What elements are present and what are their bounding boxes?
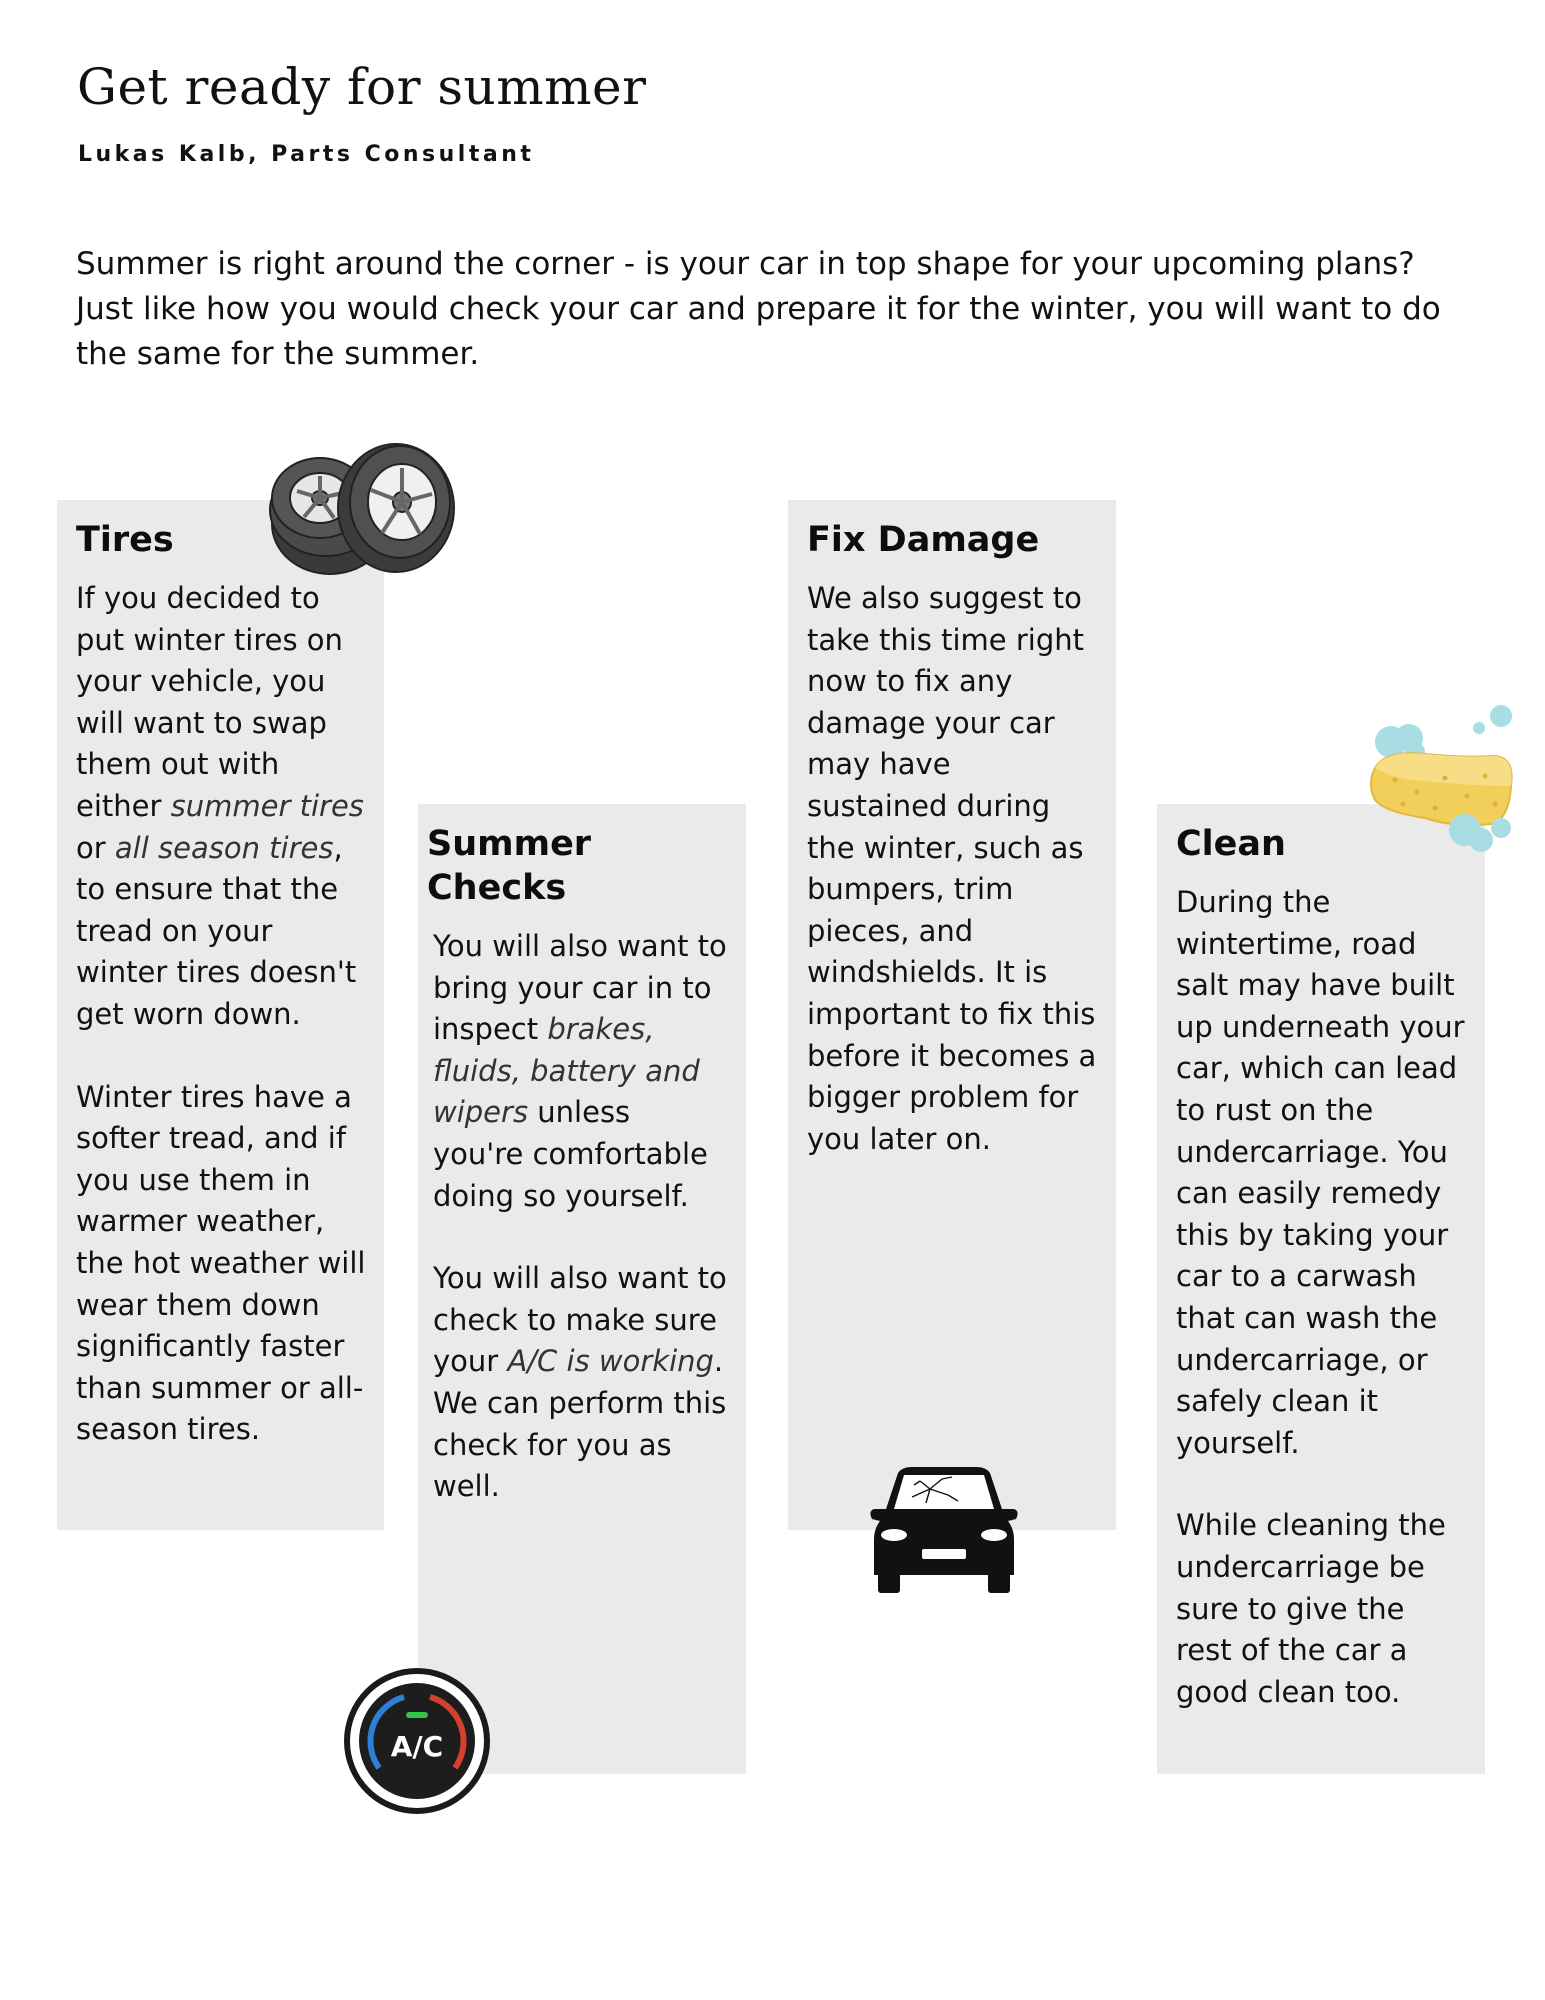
tires-card bbox=[57, 500, 384, 1530]
clean-heading: Clean bbox=[1176, 824, 1286, 864]
fix-damage-card bbox=[788, 500, 1116, 1530]
author-byline: Lukas Kalb, Parts Consultant bbox=[78, 142, 535, 167]
ac-label: A/C bbox=[390, 1730, 444, 1763]
summer-checks-paragraph-1: You will also want to bring your car in to inspect brakes, fluids, battery and wipers unless you're comfortable doing so yourself. bbox=[433, 929, 727, 1213]
summer-checks-paragraph-2: You will also want to check to make sure your A/C is working. We can perform this check for you as well. bbox=[433, 1261, 727, 1504]
summer-checks-card bbox=[418, 804, 746, 1774]
tires-paragraph-1: If you decided to put winter tires on your vehicle, you will want to swap them out with either summer tires or all season tires, to ensure that the tread on your winter tires doesn't get worn down. bbox=[76, 581, 364, 1031]
clean-paragraph-1: During the wintertime, road salt may have built up underneath your car, which can lead to rust on the undercarriage. You can easily remedy this by taking your car to a carwash that can wash the undercarriage, or safely clean it yourself. bbox=[1176, 885, 1465, 1460]
sponge-icon bbox=[1355, 700, 1525, 880]
fix-damage-heading: Fix Damage bbox=[807, 520, 1040, 560]
fix-damage-paragraph: We also suggest to take this time right now to fix any damage your car may have sustained during the winter, such as bumpers, trim pieces, and windshields. It is important to fix this before it becomes a bigger problem for you later on. bbox=[807, 581, 1097, 1156]
page-title: Get ready for summer bbox=[77, 58, 647, 116]
tires-heading: Tires bbox=[76, 520, 174, 560]
summer-checks-heading: Summer Checks bbox=[427, 824, 592, 908]
tires-icon bbox=[268, 438, 458, 578]
ac-dial-icon bbox=[344, 1668, 490, 1814]
damaged-car-icon bbox=[868, 1465, 1020, 1601]
clean-card bbox=[1157, 804, 1485, 1774]
tires-paragraph-2: Winter tires have a softer tread, and if you use them in warmer weather, the hot weather will wear them down significantly faster than summer or all-season tires. bbox=[76, 1079, 366, 1447]
intro-paragraph: Summer is right around the corner - is your car in top shape for your upcoming plans? Just like how you would check your car and prepare it for the winter, you will want to do the same for the summer. bbox=[76, 246, 1441, 372]
clean-paragraph-2: While cleaning the undercarriage be sure to give the rest of the car a good clean too. bbox=[1176, 1508, 1446, 1709]
